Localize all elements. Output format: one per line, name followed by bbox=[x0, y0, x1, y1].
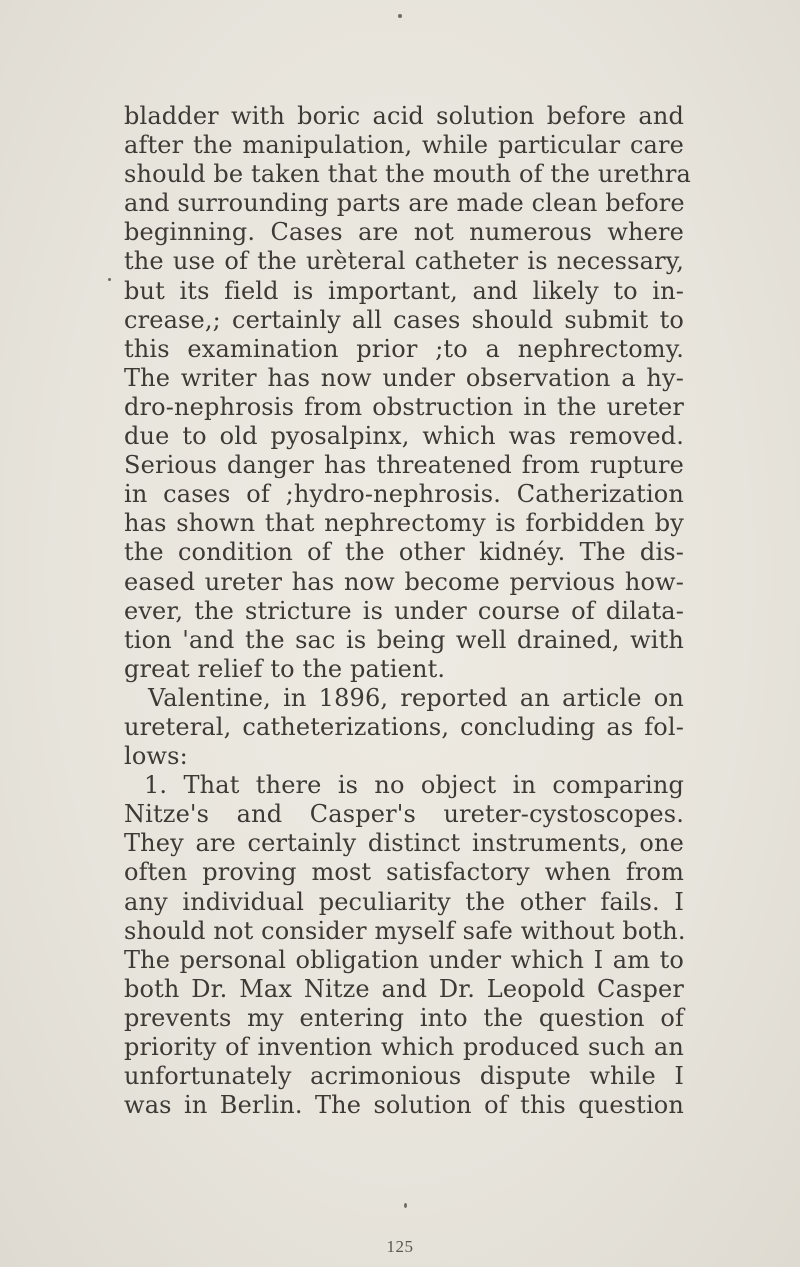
text-line: lows: bbox=[124, 742, 188, 771]
paper-speck bbox=[404, 1203, 407, 1208]
text-line: due to old pyosalpinx, which was removed. bbox=[124, 422, 684, 451]
text-line: unfortunately acrimonious dispute while I bbox=[124, 1062, 684, 1091]
text-line: The writer has now under observation a hy- bbox=[124, 363, 684, 392]
text-line: The personal obligation under which I am to bbox=[124, 945, 684, 974]
text-line: priority of invention which produced such an bbox=[124, 1033, 684, 1061]
text-line: dro-nephrosis from obstruction in the ureter bbox=[124, 392, 684, 421]
text-line: Nitze's and Casper's ureter-cystoscopes. bbox=[124, 800, 684, 829]
text-line: any individual peculiarity the other fails. I bbox=[124, 887, 684, 916]
text-line: should not consider myself safe without both. bbox=[124, 916, 686, 945]
text-line: ureteral, catheterizations, concluding as fol- bbox=[124, 712, 684, 741]
text-line: the condition of the other kidnéy. The dis- bbox=[124, 538, 684, 567]
text-line: Serious danger has threatened from rupture bbox=[124, 451, 684, 480]
text-line: great relief to the patient. bbox=[124, 654, 446, 683]
text-line: was in Berlin. The solution of this question bbox=[124, 1091, 684, 1120]
text-line: prevents my entering into the question of bbox=[124, 1003, 684, 1032]
body-text bbox=[124, 102, 691, 1120]
text-line: ever, the stricture is under course of dilata- bbox=[124, 596, 684, 625]
text-line: bladder with boric acid solution before and bbox=[124, 102, 684, 130]
text-line: both Dr. Max Nitze and Dr. Leopold Casper bbox=[124, 974, 684, 1003]
text-line: should be taken that the mouth of the urethra bbox=[124, 160, 691, 189]
text-line: eased ureter has now become pervious how- bbox=[124, 567, 684, 596]
text-line: has shown that nephrectomy is forbidden by bbox=[124, 509, 684, 538]
text-line: this examination prior ;to a nephrectomy. bbox=[124, 334, 684, 363]
text-line: but its field is important, and likely to in- bbox=[124, 276, 684, 305]
text-line: often proving most satisfactory when from bbox=[124, 858, 684, 887]
paper-speck bbox=[398, 14, 402, 18]
text-line: crease,; certainly all cases should submit to bbox=[124, 305, 684, 334]
page-number: 125 bbox=[386, 1237, 414, 1256]
paragraph-start-line: Valentine, in 1896, reported an article on bbox=[148, 683, 684, 712]
text-line: tion 'and the sac is being well drained, with bbox=[124, 625, 684, 654]
paper-speck bbox=[108, 278, 111, 281]
list-item-start-line: 1. That there is no object in comparing bbox=[144, 771, 684, 800]
text-line: They are certainly distinct instruments, one bbox=[124, 829, 684, 858]
text-line: in cases of ;hydro-nephrosis. Catherization bbox=[124, 480, 684, 509]
text-line: the use of the urèteral catheter is necessary, bbox=[124, 247, 684, 276]
text-line: after the manipulation, while particular care bbox=[124, 131, 684, 160]
text-line: and surrounding parts are made clean before bbox=[124, 189, 685, 218]
text-line: beginning. Cases are not numerous where bbox=[124, 218, 684, 247]
